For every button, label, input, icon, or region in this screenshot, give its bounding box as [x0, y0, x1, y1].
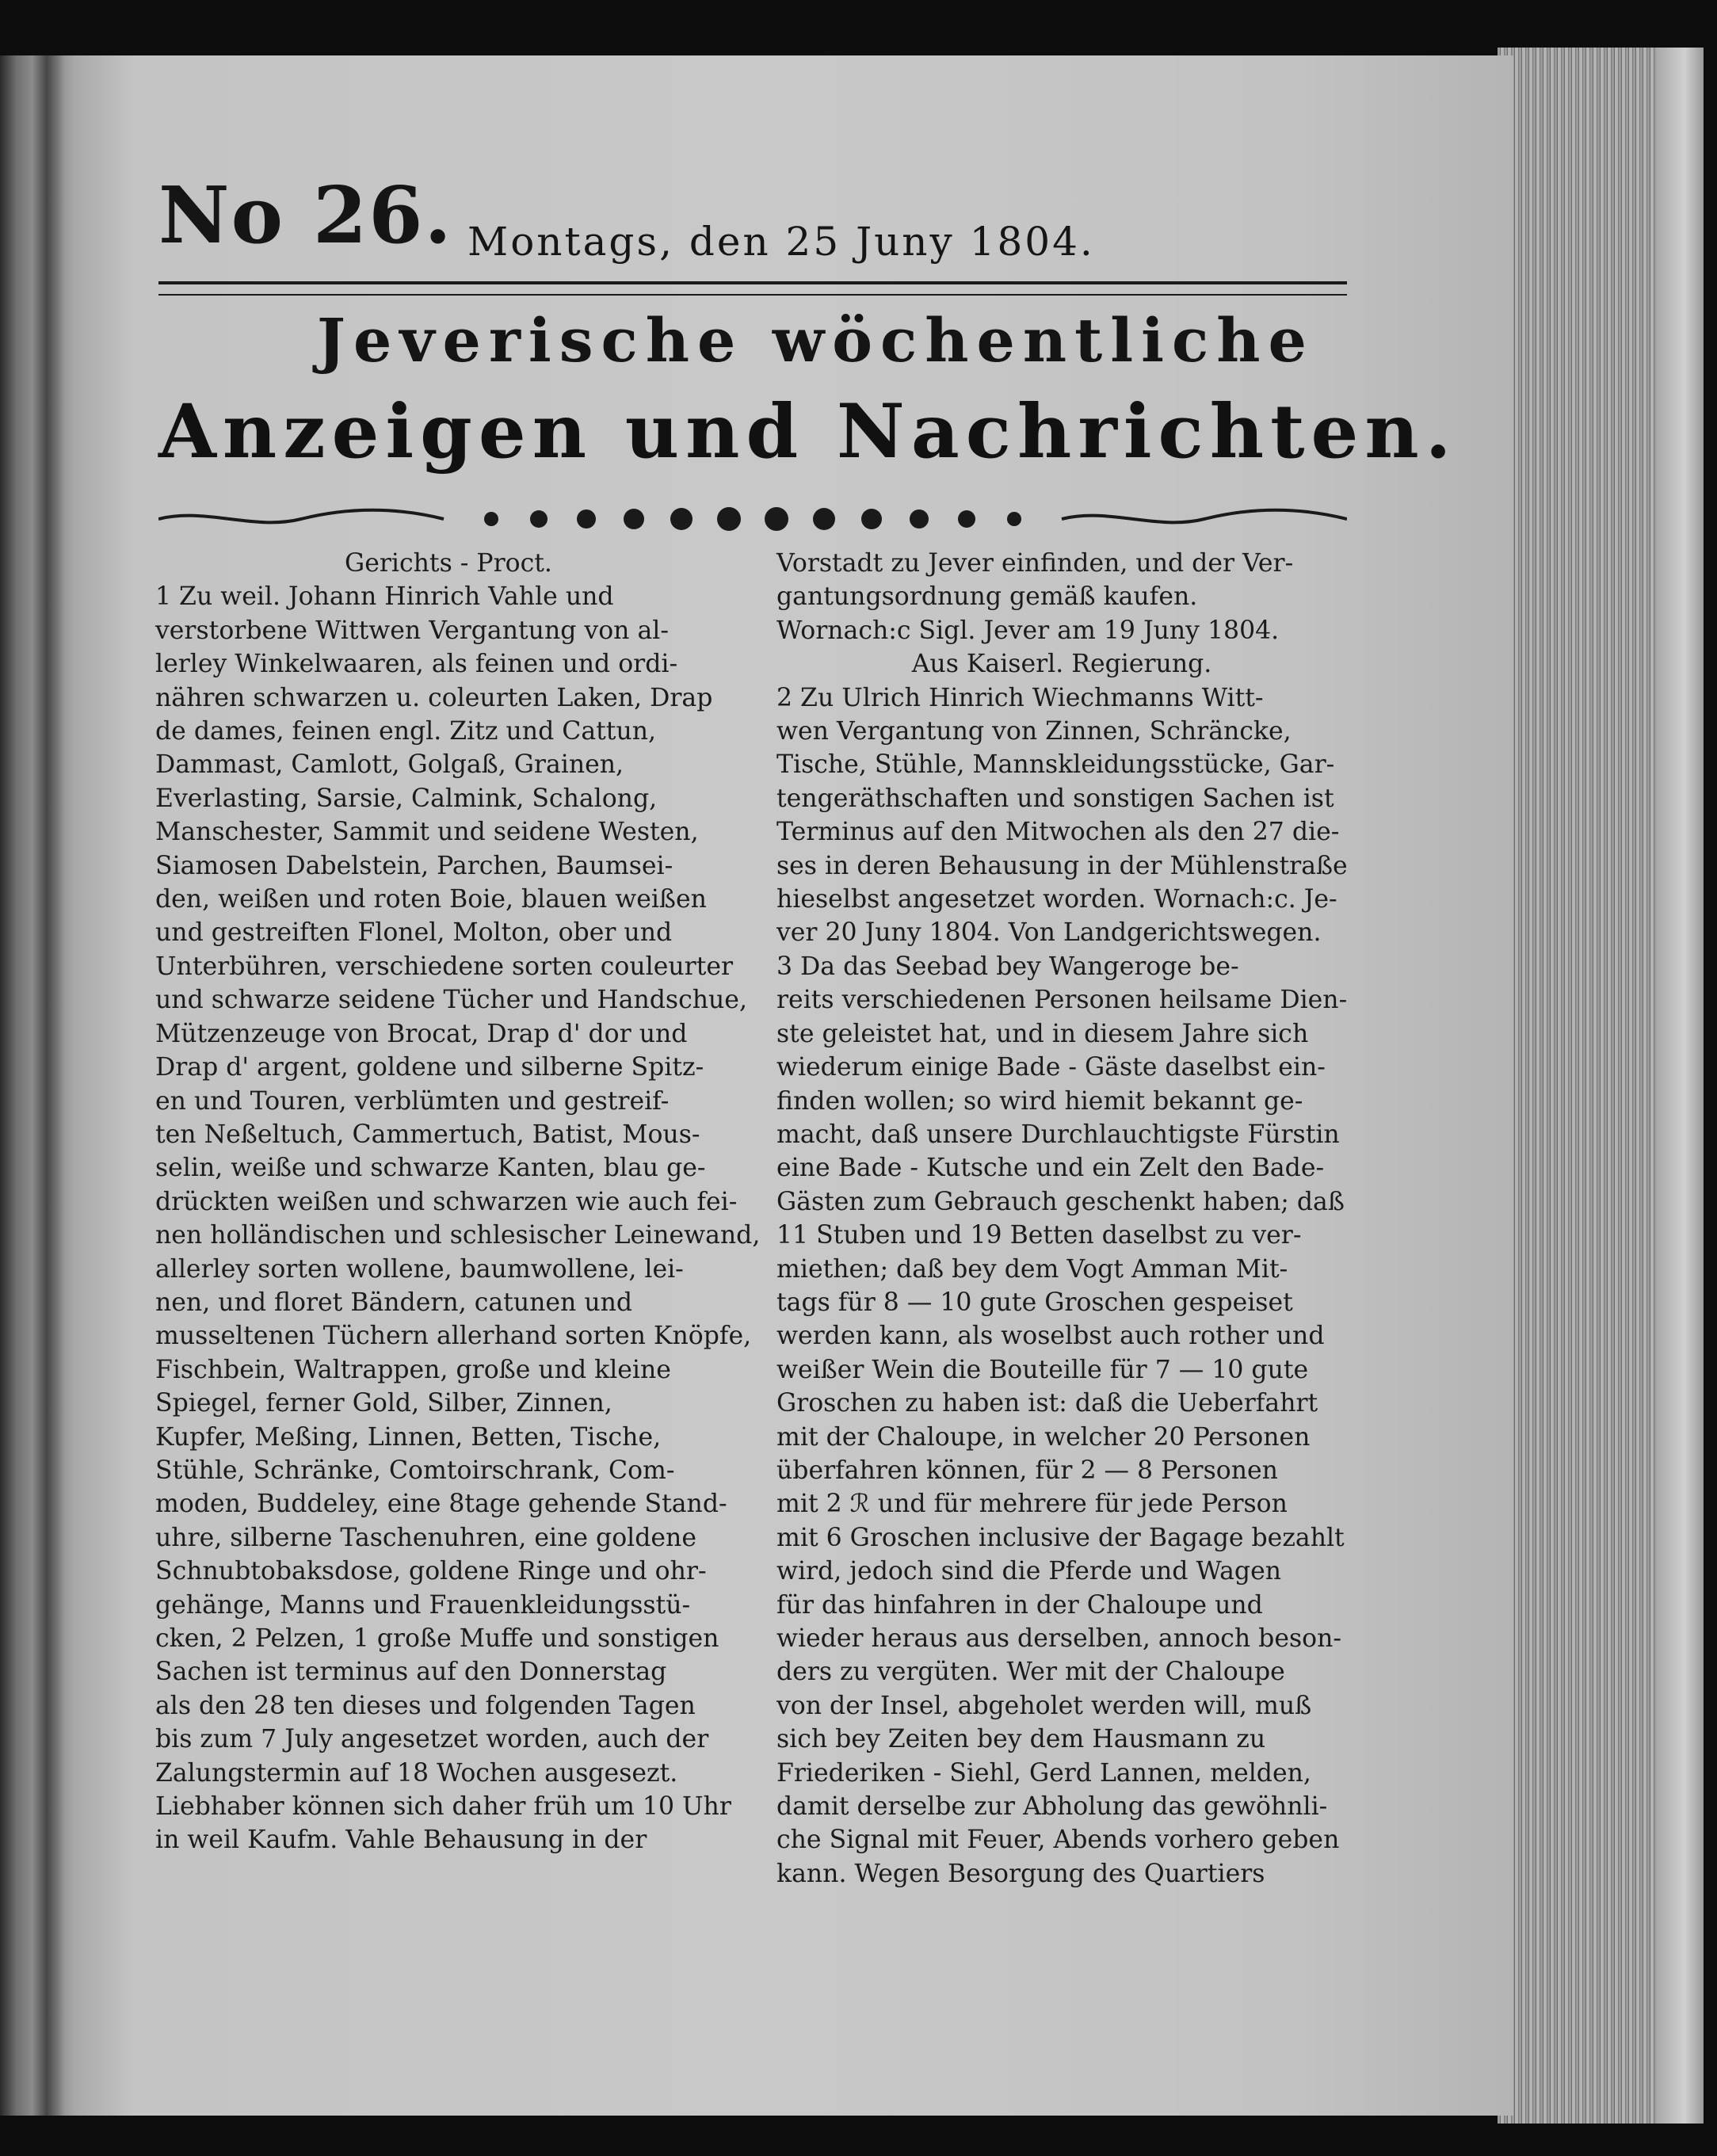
text-line: Gästen zum Gebrauch geschenkt haben; daß: [776, 1187, 1345, 1216]
text-line: 11 Stuben und 19 Betten daselbst zu ver-: [776, 1221, 1302, 1250]
page-stack-edges: [1498, 48, 1688, 2124]
text-line: damit derselbe zur Abholung das gewöhnli-: [776, 1792, 1328, 1822]
text-line: Mützenzeuge von Brocat, Drap d' dor und: [155, 1019, 688, 1048]
masthead-rule: [158, 281, 1347, 296]
text-line: drückten weißen und schwarzen wie auch fei-: [155, 1187, 738, 1216]
text-line: Kupfer, Meßing, Linnen, Betten, Tische,: [155, 1422, 662, 1452]
text-line: uhre, silberne Taschenuhren, eine goldene: [155, 1523, 696, 1552]
right-text-column: [776, 547, 1347, 1891]
text-line: Siamosen Dabelstein, Parchen, Baumsei-: [155, 851, 673, 880]
text-line: Fischbein, Waltrappen, große und kleine: [155, 1355, 671, 1384]
left-text-column: [155, 547, 761, 1857]
text-line: ver 20 Juny 1804. Von Landgerichtswegen.: [776, 918, 1322, 948]
text-line: Vorstadt zu Jever einfinden, und der Ver-: [776, 549, 1294, 578]
text-line: mit 2 ℛ und für mehrere für jede Person: [776, 1490, 1288, 1519]
text-line: wen Vergantung von Zinnen, Schräncke,: [776, 717, 1292, 746]
text-line: wiederum einige Bade - Gäste daselbst ein-: [776, 1053, 1326, 1082]
text-line: reits verschiedenen Personen heilsame Dien-: [776, 986, 1348, 1015]
text-line: macht, daß unsere Durchlauchtigste Fürstin: [776, 1120, 1340, 1149]
text-line: allerley sorten wollene, baumwollene, lei-: [155, 1254, 684, 1284]
text-line: Unterbühren, verschiedene sorten couleurter: [155, 952, 734, 981]
text-line: Drap d' argent, goldene und silberne Spitz-: [155, 1053, 704, 1082]
text-line: Aus Kaiserl. Regierung.: [911, 650, 1212, 679]
issue-date: Montags, den 25 Juny 1804.: [467, 219, 1095, 265]
text-line: Tische, Stühle, Mannskleidungsstücke, Gar-: [776, 750, 1335, 780]
text-line: bis zum 7 July angesetzet worden, auch der: [155, 1725, 709, 1754]
ornamental-divider: [158, 507, 1347, 531]
text-line: musseltenen Tüchern allerhand sorten Knöpfe,: [155, 1322, 752, 1351]
text-line: selin, weiße und schwarze Kanten, blau ge-: [155, 1154, 706, 1183]
text-line: und schwarze seidene Tücher und Handschue,: [155, 986, 747, 1015]
text-line: Everlasting, Sarsie, Calmink, Schalong,: [155, 784, 658, 813]
text-line: verstorbene Wittwen Vergantung von al-: [155, 616, 669, 645]
text-line: mit 6 Groschen inclusive der Bagage bezahlt: [776, 1523, 1345, 1552]
text-line: Terminus auf den Mitwochen als den 27 die-: [776, 818, 1340, 847]
text-line: und gestreiften Flonel, Molton, ober und: [155, 918, 673, 948]
text-line: ses in deren Behausung in der Mühlenstraße: [776, 851, 1348, 880]
text-line: de dames, feinen engl. Zitz und Cattun,: [155, 717, 657, 746]
text-line: ste geleistet hat, und in diesem Jahre sich: [776, 1019, 1309, 1048]
text-line: Schnubtobaksdose, goldene Ringe und ohr-: [155, 1557, 707, 1586]
previous-page-edge: [0, 55, 46, 2116]
text-line: weißer Wein die Bouteille für 7 — 10 gute: [776, 1355, 1309, 1384]
text-line: sich bey Zeiten bey dem Hausmann zu: [776, 1725, 1266, 1754]
text-line: Spiegel, ferner Gold, Silber, Zinnen,: [155, 1389, 612, 1418]
text-line: Stühle, Schränke, Comtoirschrank, Com-: [155, 1456, 675, 1485]
text-line: nähren schwarzen u. coleurten Laken, Drap: [155, 683, 713, 712]
text-line: mit der Chaloupe, in welcher 20 Personen: [776, 1422, 1311, 1452]
text-line: 1 Zu weil. Johann Hinrich Vahle und: [155, 582, 614, 612]
newspaper-title-line-1: Jeverische wöchentliche: [317, 305, 1314, 376]
text-line: che Signal mit Feuer, Abends vorhero geben: [776, 1826, 1340, 1855]
issue-number: No 26.: [158, 170, 453, 261]
text-line: moden, Buddeley, eine 8tage gehende Stand-: [155, 1490, 727, 1519]
text-line: Manschester, Sammit und seidene Westen,: [155, 818, 699, 847]
text-line: finden wollen; so wird hiemit bekannt ge-: [776, 1086, 1303, 1116]
text-line: hieselbst angesetzet worden. Wornach:c. Je-: [776, 885, 1337, 914]
text-line: nen, und floret Bändern, catunen und: [155, 1288, 633, 1317]
gutter-shadow: [46, 55, 65, 2116]
text-line: 2 Zu Ulrich Hinrich Wiechmanns Witt-: [776, 683, 1264, 712]
text-line: überfahren können, für 2 — 8 Personen: [776, 1456, 1278, 1485]
text-line: von der Insel, abgeholet werden will, muß: [776, 1691, 1312, 1720]
text-line: Zalungstermin auf 18 Wochen ausgesezt.: [155, 1758, 678, 1788]
text-line: Liebhaber können sich daher früh um 10 Uhr: [155, 1792, 731, 1822]
text-line: in weil Kaufm. Vahle Behausung in der: [155, 1826, 647, 1855]
text-line: als den 28 ten dieses und folgenden Tagen: [155, 1691, 696, 1720]
text-line: für das hinfahren in der Chaloupe und: [776, 1590, 1263, 1620]
text-line: 3 Da das Seebad bey Wangeroge be-: [776, 952, 1239, 981]
text-line: werden kann, als woselbst auch rother und: [776, 1322, 1325, 1351]
text-line: lerley Winkelwaaren, als feinen und ordi-: [155, 650, 678, 679]
text-line: cken, 2 Pelzen, 1 große Muffe und sonstigen: [155, 1624, 719, 1653]
newspaper-title-line-2: Anzeigen und Nachrichten.: [158, 388, 1458, 475]
section-heading: Gerichts - Proct.: [345, 549, 552, 578]
text-line: wird, jedoch sind die Pferde und Wagen: [776, 1557, 1281, 1586]
text-line: den, weißen und roten Boie, blauen weißen: [155, 885, 707, 914]
text-line: Friederiken - Siehl, Gerd Lannen, melden,: [776, 1758, 1311, 1788]
text-line: Groschen zu haben ist: daß die Ueberfahrt: [776, 1389, 1318, 1418]
text-line: wieder heraus aus derselben, annoch beson-: [776, 1624, 1342, 1653]
text-line: kann. Wegen Besorgung des Quartiers: [776, 1859, 1265, 1888]
text-line: eine Bade - Kutsche und ein Zelt den Bade-: [776, 1154, 1325, 1183]
text-line: miethen; daß bey dem Vogt Amman Mit-: [776, 1254, 1288, 1284]
text-line: gantungsordnung gemäß kaufen.: [776, 582, 1198, 612]
text-line: tags für 8 — 10 gute Groschen gespeiset: [776, 1288, 1293, 1317]
text-line: en und Touren, verblümten und gestreif-: [155, 1086, 670, 1116]
text-line: Dammast, Camlott, Golgaß, Grainen,: [155, 750, 624, 780]
text-line: Wornach:c Sigl. Jever am 19 Juny 1804.: [776, 616, 1280, 645]
text-line: ders zu vergüten. Wer mit der Chaloupe: [776, 1658, 1285, 1687]
text-line: nen holländischen und schlesischer Leinewand,: [155, 1221, 761, 1250]
text-line: Sachen ist terminus auf den Donnerstag: [155, 1658, 667, 1687]
text-line: gehänge, Manns und Frauenkleidungsstü-: [155, 1590, 691, 1620]
text-line: ten Neßeltuch, Cammertuch, Batist, Mous-: [155, 1120, 700, 1149]
text-line: tengeräthschaften und sonstigen Sachen ist: [776, 784, 1334, 813]
